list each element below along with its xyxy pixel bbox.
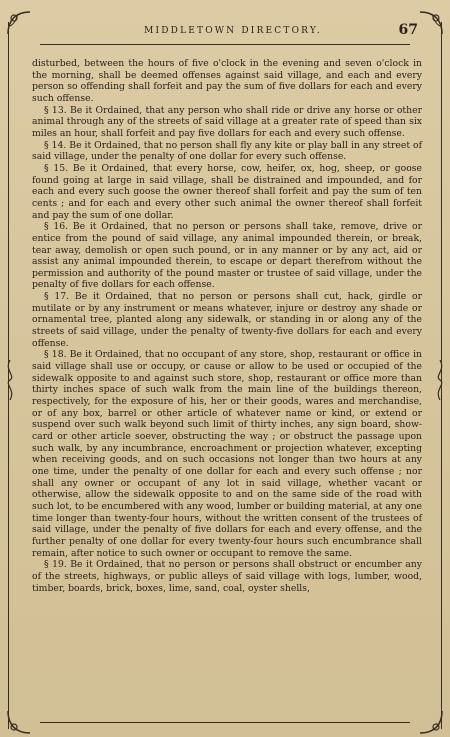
section-13: § 13. Be it Ordained, that any person who shall ride or drive any horse or other animal through any of the streets of said village at a greater rate of speed than six miles an hour, shall forfeit and pay five dollars for each and every such offense. bbox=[32, 104, 422, 139]
side-ornament-left bbox=[2, 360, 18, 400]
corner-ornament-bottom-right bbox=[418, 709, 444, 735]
section-16: § 16. Be it Ordained, that no person or persons shall take, remove, drive or entice from the pound of said village, any animal impounded therein, or break, tear away, demolish or open such pound, or in any manner or by any act, aid or assist any animal impounded therein, to escape or depart therefrom without the permission and authority of the pound master or trustee of said village, under the penalty of five dollars for each offense. bbox=[32, 221, 422, 291]
section-14: § 14. Be it Ordained, that no person shall fly any kite or play ball in any street of said village, under the penalty of one dollar for every such offense. bbox=[32, 139, 422, 163]
page-number: 67 bbox=[398, 22, 418, 38]
page-header bbox=[30, 22, 436, 42]
corner-ornament-bottom-left bbox=[6, 709, 32, 735]
footer-rule bbox=[40, 722, 410, 723]
header-rule bbox=[40, 44, 410, 45]
running-head: MIDDLETOWN DIRECTORY. bbox=[144, 26, 322, 36]
section-19: § 19. Be it Ordained, that no person or persons shall obstruct or encumber any of the streets, highways, or public alleys of said village with logs, lumber, wood, timber, boards, brick, boxes, lime, sand, coal, oyster shells, bbox=[32, 559, 422, 594]
ordinance-text bbox=[32, 58, 422, 594]
side-ornament-right bbox=[432, 360, 448, 400]
paragraph-continuation: disturbed, between the hours of five o'clock in the evening and seven o'clock in the morning, shall be deemed offenses against said village, and each and every person so offending shall forfeit and pay the sum of five dollars for each and every such offense. bbox=[32, 58, 422, 104]
corner-ornament-top-left bbox=[6, 10, 32, 36]
section-15: § 15. Be it Ordained, that every horse, cow, heifer, ox, hog, sheep, or goose found going at large in said village, shall be distrained and impounded, and for each and every such goose the owner thereof shall forfeit and pay the sum of ten cents ; and for each and every other such animal the owner thereof shall forfeit and pay the sum of one dollar. bbox=[32, 162, 422, 221]
section-17: § 17. Be it Ordained, that no person or persons shall cut, hack, girdle or mutilate or by any instrument or means whatever, injure or destroy any shade or ornamental tree, planted along any sidewalk, or standing in or along any of the streets of said village, under the penalty of twenty-five dollars for each and every offense. bbox=[32, 291, 422, 349]
section-18: § 18. Be it Ordained, that no occupant of any store, shop, restaurant or office in said village shall use or occupy, or cause or allow to be used or occupied of the sidewalk opposite to and against such store, shop, restaurant or office more than thirty inches space of such walk from the main line of the buildings thereon, respectively, for the exposure of his, her or their goods, wares and merchandise, or of any box, barrel or other article of whatever name or kind, or extend or suspend over such walk beyond such limit of thirty inches, any sign board, show-card or other article soever, obstructing the way ; or obstruct the passage upon such walk, by any incumbrance, encroachment or projection whatever, excepting when receiving goods, and on such occasions not longer than two hours at any one time, under the penalty of one dollar for each and every such offense ; nor shall any owner or occupant of any lot in said village, whether vacant or otherwise, allow the sidewalk opposite to and on the same side of the road with such lot, to be encumbered with any wood, lumber or building material, at any one time longer than twenty-four hours, without the written consent of the trustees of said village, under the penalty of five dollars for each and every offense, and the further penalty of one dollar for every twenty-four hours such encumbrance shall remain, after notice to such owner or occupant to remove the same. bbox=[32, 349, 422, 559]
